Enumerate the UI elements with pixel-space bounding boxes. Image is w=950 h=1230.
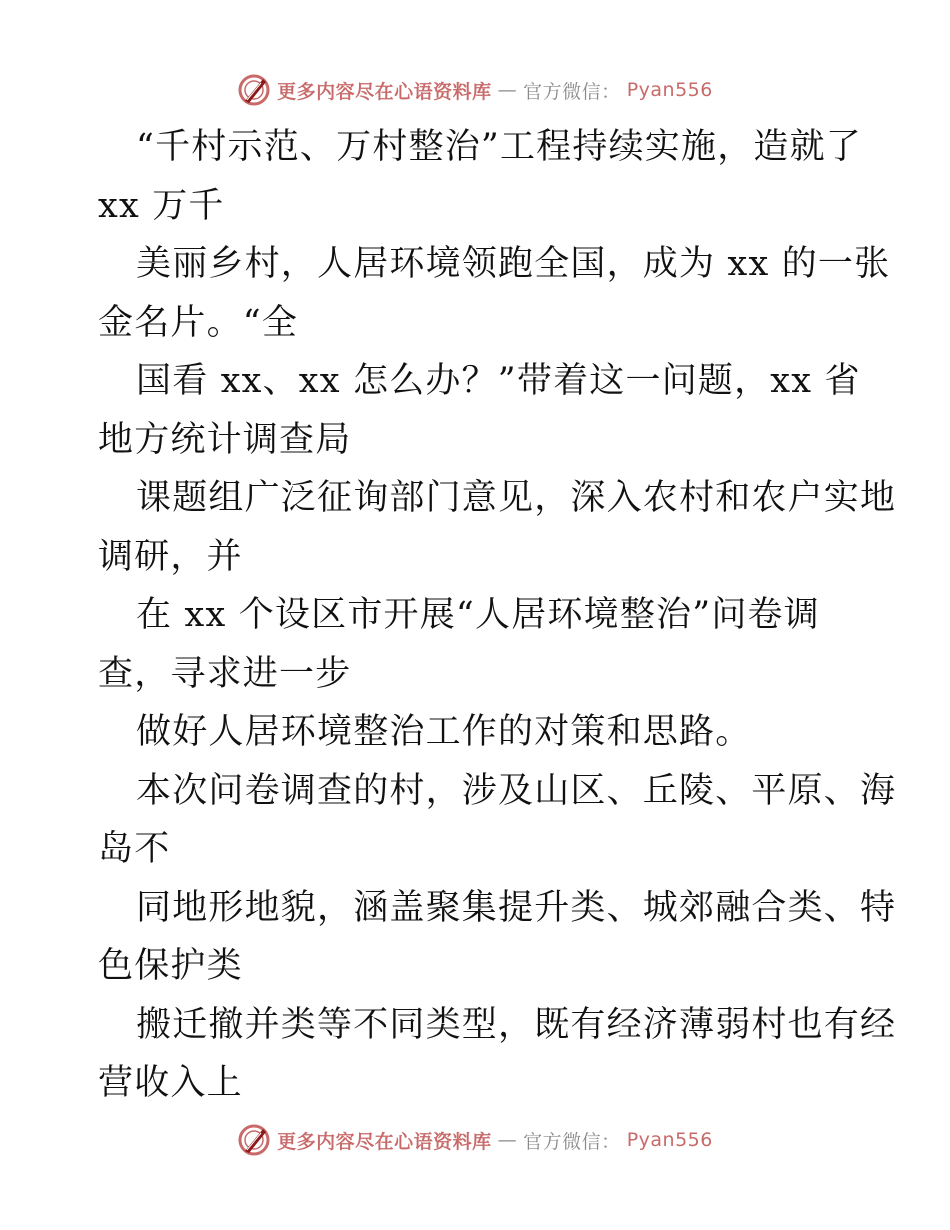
text-line: 做好人居环境整治工作的对策和思路。 — [136, 712, 752, 752]
text-line: 美丽乡村，人居环境领跑全国，成为 xx 的一张 — [136, 244, 891, 284]
text-line: 在 xx 个设区市开展“人居环境整治”问卷调 — [136, 595, 820, 635]
text-line: 搬迁撤并类等不同类型，既有经济薄弱村也有经 — [136, 1004, 897, 1045]
footer-banner — [0, 1120, 950, 1160]
document-body — [98, 118, 897, 1113]
header-banner — [0, 70, 950, 110]
banner-wechat-label: 官方微信： — [523, 80, 621, 103]
banner-site-text: 更多内容尽在心语资料库 — [277, 80, 492, 103]
banner-dash: — — [497, 1129, 518, 1151]
text-line: xx 万千 — [98, 185, 225, 226]
text-line: 国看 xx、xx 怎么办？”带着这一问题，xx 省 — [136, 361, 861, 401]
quill-pen-logo-icon — [237, 73, 271, 107]
text-line: “千村示范、万村整治”工程持续实施，造就了 — [136, 127, 862, 167]
banner-site-text: 更多内容尽在心语资料库 — [277, 1130, 492, 1153]
quill-pen-logo-icon — [237, 1123, 271, 1157]
text-line: 地方统计调查局 — [98, 419, 352, 460]
banner-wechat-id: Pyan556 — [626, 79, 713, 101]
text-line: 查，寻求进一步 — [98, 653, 352, 694]
banner-dash: — — [497, 79, 518, 101]
banner-wechat-id: Pyan556 — [626, 1129, 713, 1151]
banner-wechat-label: 官方微信： — [523, 1130, 621, 1153]
text-line: 调研，并 — [98, 536, 243, 577]
text-line: 营收入上 — [98, 1063, 243, 1103]
text-line: 岛不 — [98, 829, 171, 869]
text-line: 同地形地貌，涵盖聚集提升类、城郊融合类、特 — [136, 887, 897, 928]
text-line: 本次问卷调查的村，涉及山区、丘陵、平原、海 — [136, 770, 897, 811]
text-line: 色保护类 — [98, 946, 243, 986]
text-line: 金名片。“全 — [98, 302, 299, 343]
text-line: 课题组广泛征询部门意见，深入农村和农户实地 — [136, 478, 897, 518]
